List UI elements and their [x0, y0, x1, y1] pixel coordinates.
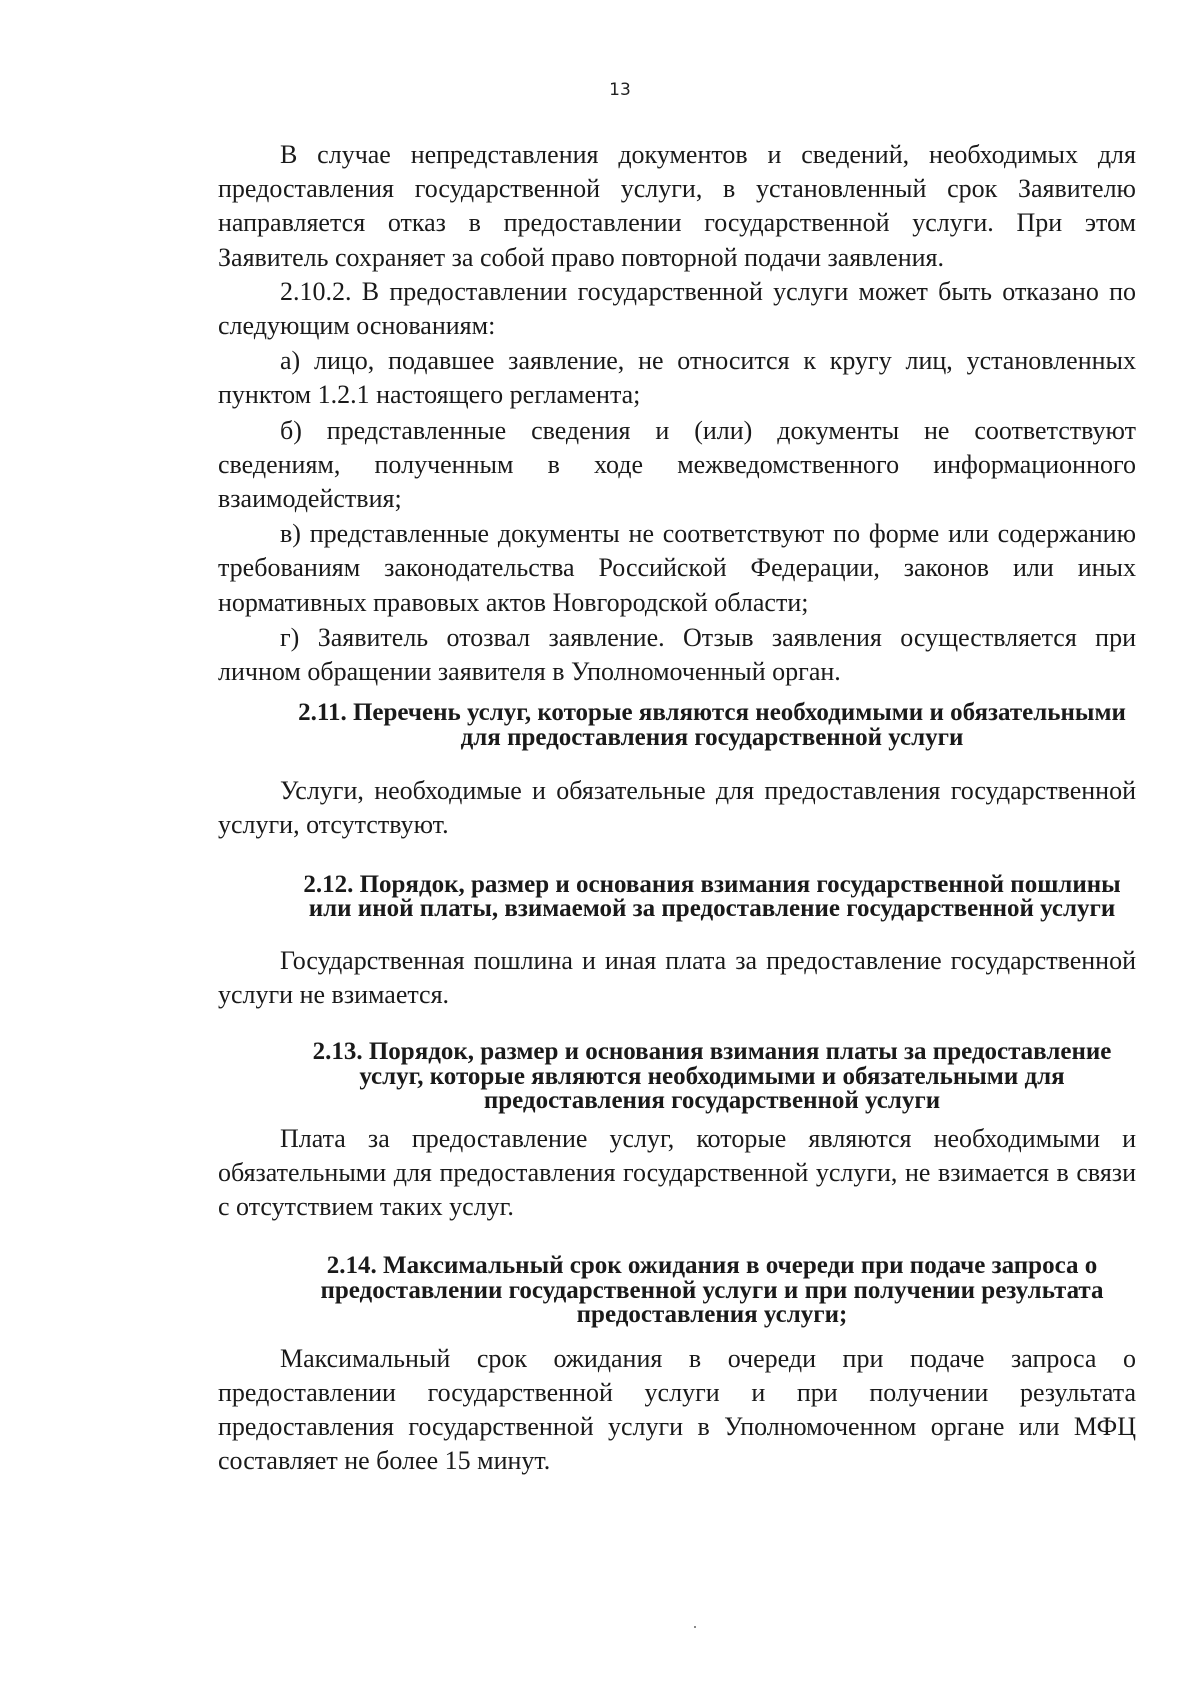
list-item-v: в) представленные документы не соответствуют по форме или содержанию требованиям законодательства Российской Федерации, законов или иных нормативных правовых актов Новгородской области; [218, 519, 1136, 617]
section-heading-2-14: 2.14. Максимальный срок ожидания в очереди при подаче запроса о предоставлении государственной услуги и при получении результата предоставления услуги; [320, 1252, 1104, 1329]
section-heading-2-12: 2.12. Порядок, размер и основания взимания государственной пошлины или иной платы, взимаемой за предоставление государственной услуги [303, 870, 1121, 923]
page-content [218, 138, 1136, 1478]
list-item-g: г) Заявитель отозвал заявление. Отзыв заявления осуществляется при личном обращении заявителя в Уполномоченный орган. [218, 622, 1136, 687]
section-body-2-14: Максимальный срок ожидания в очереди при подаче запроса о предоставлении государственной услуги и при получении результата предоставления государственной услуги в Уполномоченном органе или МФЦ составляет не более 15 минут. [218, 1343, 1136, 1476]
list-item-a: а) лицо, подавшее заявление, не относится к кругу лиц, установленных пунктом 1.2.1 настоящего регламента; [218, 346, 1136, 410]
section-heading-2-11: 2.11. Перечень услуг, которые являются необходимыми и обязательными для предоставления государственной услуги [298, 699, 1126, 751]
scan-speck [694, 1626, 696, 1628]
section-body-2-11: Услуги, необходимые и обязательные для предоставления государственной услуги, отсутствуют. [218, 776, 1136, 840]
page-number: 13 [609, 80, 631, 100]
section-body-2-12: Государственная пошлина и иная плата за предоставление государственной услуги не взимается. [218, 945, 1136, 1009]
section-heading-2-13: 2.13. Порядок, размер и основания взимания платы за предоставление услуг, которые являются необходимыми и обязательными для предоставления государственной услуги [312, 1038, 1112, 1115]
section-body-2-13: Плата за предоставление услуг, которые являются необходимыми и обязательными для предоставления государственной услуги, не взимается в связи с отсутствием таких услуг. [218, 1123, 1136, 1221]
paragraph-2-10-2: 2.10.2. В предоставлении государственной услуги может быть отказано по следующим основаниям: [218, 276, 1136, 341]
paragraph-refusal-notice: В случае непредставления документов и сведений, необходимых для предоставления государственной услуги, в установленный срок Заявителю направляется отказ в предоставлении государственной услуги. При этом Заявитель сохраняет за собой право повторной подачи заявления. [218, 140, 1136, 272]
list-item-b: б) представленные сведения и (или) документы не соответствуют сведениям, полученным в ходе межведомственного информационного взаимодействия; [218, 415, 1136, 514]
